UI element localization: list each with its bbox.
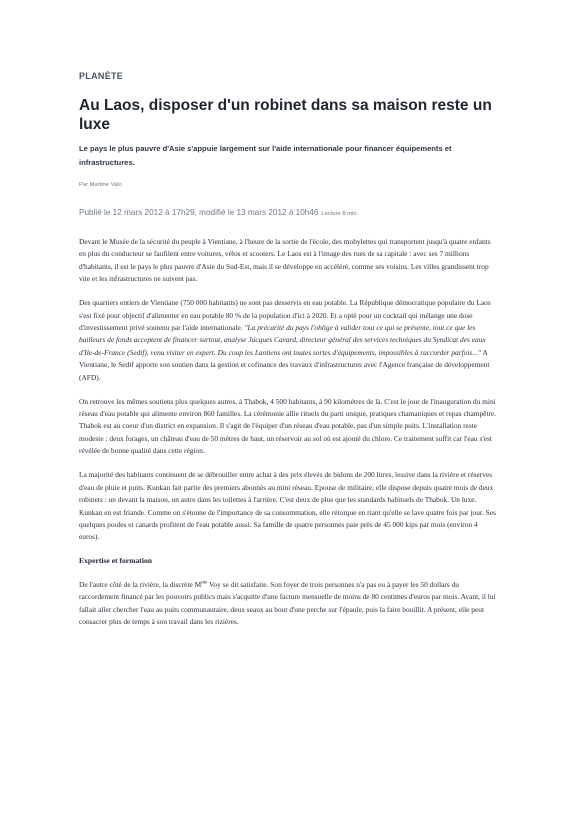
quote-2: Du coup les Laotiens ont toutes sortes d'équipements, impossibles à raccorder parfois..."	[217, 347, 481, 357]
article-lede: Le pays le plus pauvre d'Asie s'appuie largement sur l'aide internationale pour financer équipements et infrastructures.	[79, 144, 452, 167]
paragraph-5	[79, 579, 499, 629]
author-byline[interactable]: Par Martine Valo	[79, 182, 122, 188]
paragraph-2-text-a: Des quartiers entiers de Vientiane (750 000 habitants) ne sont pas desservis en eau potable. La République démocratique populaire du Laos s'est fixé pour objectif d'alimenter en eau potable 80 % de la population d'ici à 2020. Et a opté pour un cocktail qui mélange une dose d'investissement privé soutenu par l'aide internationale.	[79, 298, 491, 333]
publication-info	[79, 208, 499, 217]
reading-time: Lecture 8 min.	[321, 211, 359, 217]
paragraph-5-text-b: Voy se dit satisfaite. Son foyer de trois personnes n'a pas eu à payer les 50 dollars du raccordement financé par les pouvoirs publics mais s'acquitte d'une facture mensuelle de moins de 80 centimes d'euros par mois. Avant, il lui fallait aller chercher l'eau au puits communautaire, deux seaux au bout d'une perche sur l'épaule, puis la faire bouillir. A présent, elle peut consacrer plus de temps à son travail dans les rizières.	[79, 579, 496, 626]
paragraph-4: La majorité des habitants continuent de se débrouiller entre achat à des prix élevés de bidons de 200 litres, lessive dans la rivière et réserves d'eau de pluie et puits. Kunkan fait partie des premiers abonnés au mini réseau. Epouse de militaire, elle dispose depuis quatre mois de deux robinets : un devant la maison, un autre dans les toilettes à l'arrière. C'est deux de plus que les standards habituels de Thabok. Un luxe. Kunkan en est friande. Comme on s'étonne de l'importance de sa consommation, elle rétorque en riant qu'elle se lave quatre fois par jour. Ses quelques poules et canards profitent de l'eau potable aussi. Sa famille de quatre personnes paie près de 45 000 kips par mois (environ 4 euros).	[79, 470, 496, 542]
article-title: Au Laos, disposer d'un robinet dans sa maison reste un luxe	[79, 97, 492, 133]
paragraph-2-text-b: analyse Jacques Cavard, directeur général des services techniques du Syndicat des eaux d'Ile-de-France (Sedif), venu visiter en expert.	[79, 335, 486, 357]
section-subheading: Expertise et formation	[79, 556, 152, 566]
quote-1: "La précarité du pays l'oblige à valider tout ce qui se présente, tout ce que les bailleurs de fonds acceptent de financer surtout,	[79, 323, 476, 345]
paragraph-2-text-c: A Vientiane, le Sedif apporte son soutien dans la gestion et cofinance des travaux d'infrastructures avec l'Agence française de développement (AFD).	[79, 347, 490, 382]
paragraph-3: On retrouve les mêmes soutiens plus quelques autres, à Thabok, 4 500 habitants, à 90 kilomètres de là. C'est le jour de l'inauguration du mini réseau d'eau potable qui alimente environ 860 familles. La cérémonie allie rituels du parti unique, pratiques chamaniques et repas champêtre. Thabok est au coeur d'un district en expansion. Il s'agit de l'équiper d'un réseau d'eau potable, pas d'un simple puits. L'installation reste modeste : deux forages, un château d'eau de 50 mètres de haut, un réservoir au sol où est ajouté du chlore. Ce traitement suffit car l'eau s'est révélée de bonne qualité dans cette région.	[79, 396, 497, 456]
publication-date: Publié le 12 mars 2012 à 17h29, modifié le 13 mars 2012 à 10h46	[79, 208, 319, 217]
paragraph-5-text-a: De l'autre côté de la rivière, la discrète M	[79, 579, 202, 589]
article-body	[79, 236, 499, 640]
section-rubric[interactable]: PLANÈTE	[79, 71, 124, 81]
paragraph-1: Devant le Musée de la sécurité du peuple à Vientiane, à l'heure de la sortie de l'école, des mobylettes qui transportent jusqu'à quatre enfants en plus du conducteur se faufilent entre voitures, vélos et scooters. Le Laos est à l'image des rues de sa capitale : avec ses 7 millions d'habitants, il est le pays le plus pauvre d'Asie du Sud-Est, mais il se développe en accéléré, comme ses voisins. Les villes grandissent trop vite et les infrastructures ne suivent pas.	[79, 237, 491, 284]
title-abbreviation: me	[201, 580, 208, 586]
paragraph-2	[79, 297, 499, 384]
